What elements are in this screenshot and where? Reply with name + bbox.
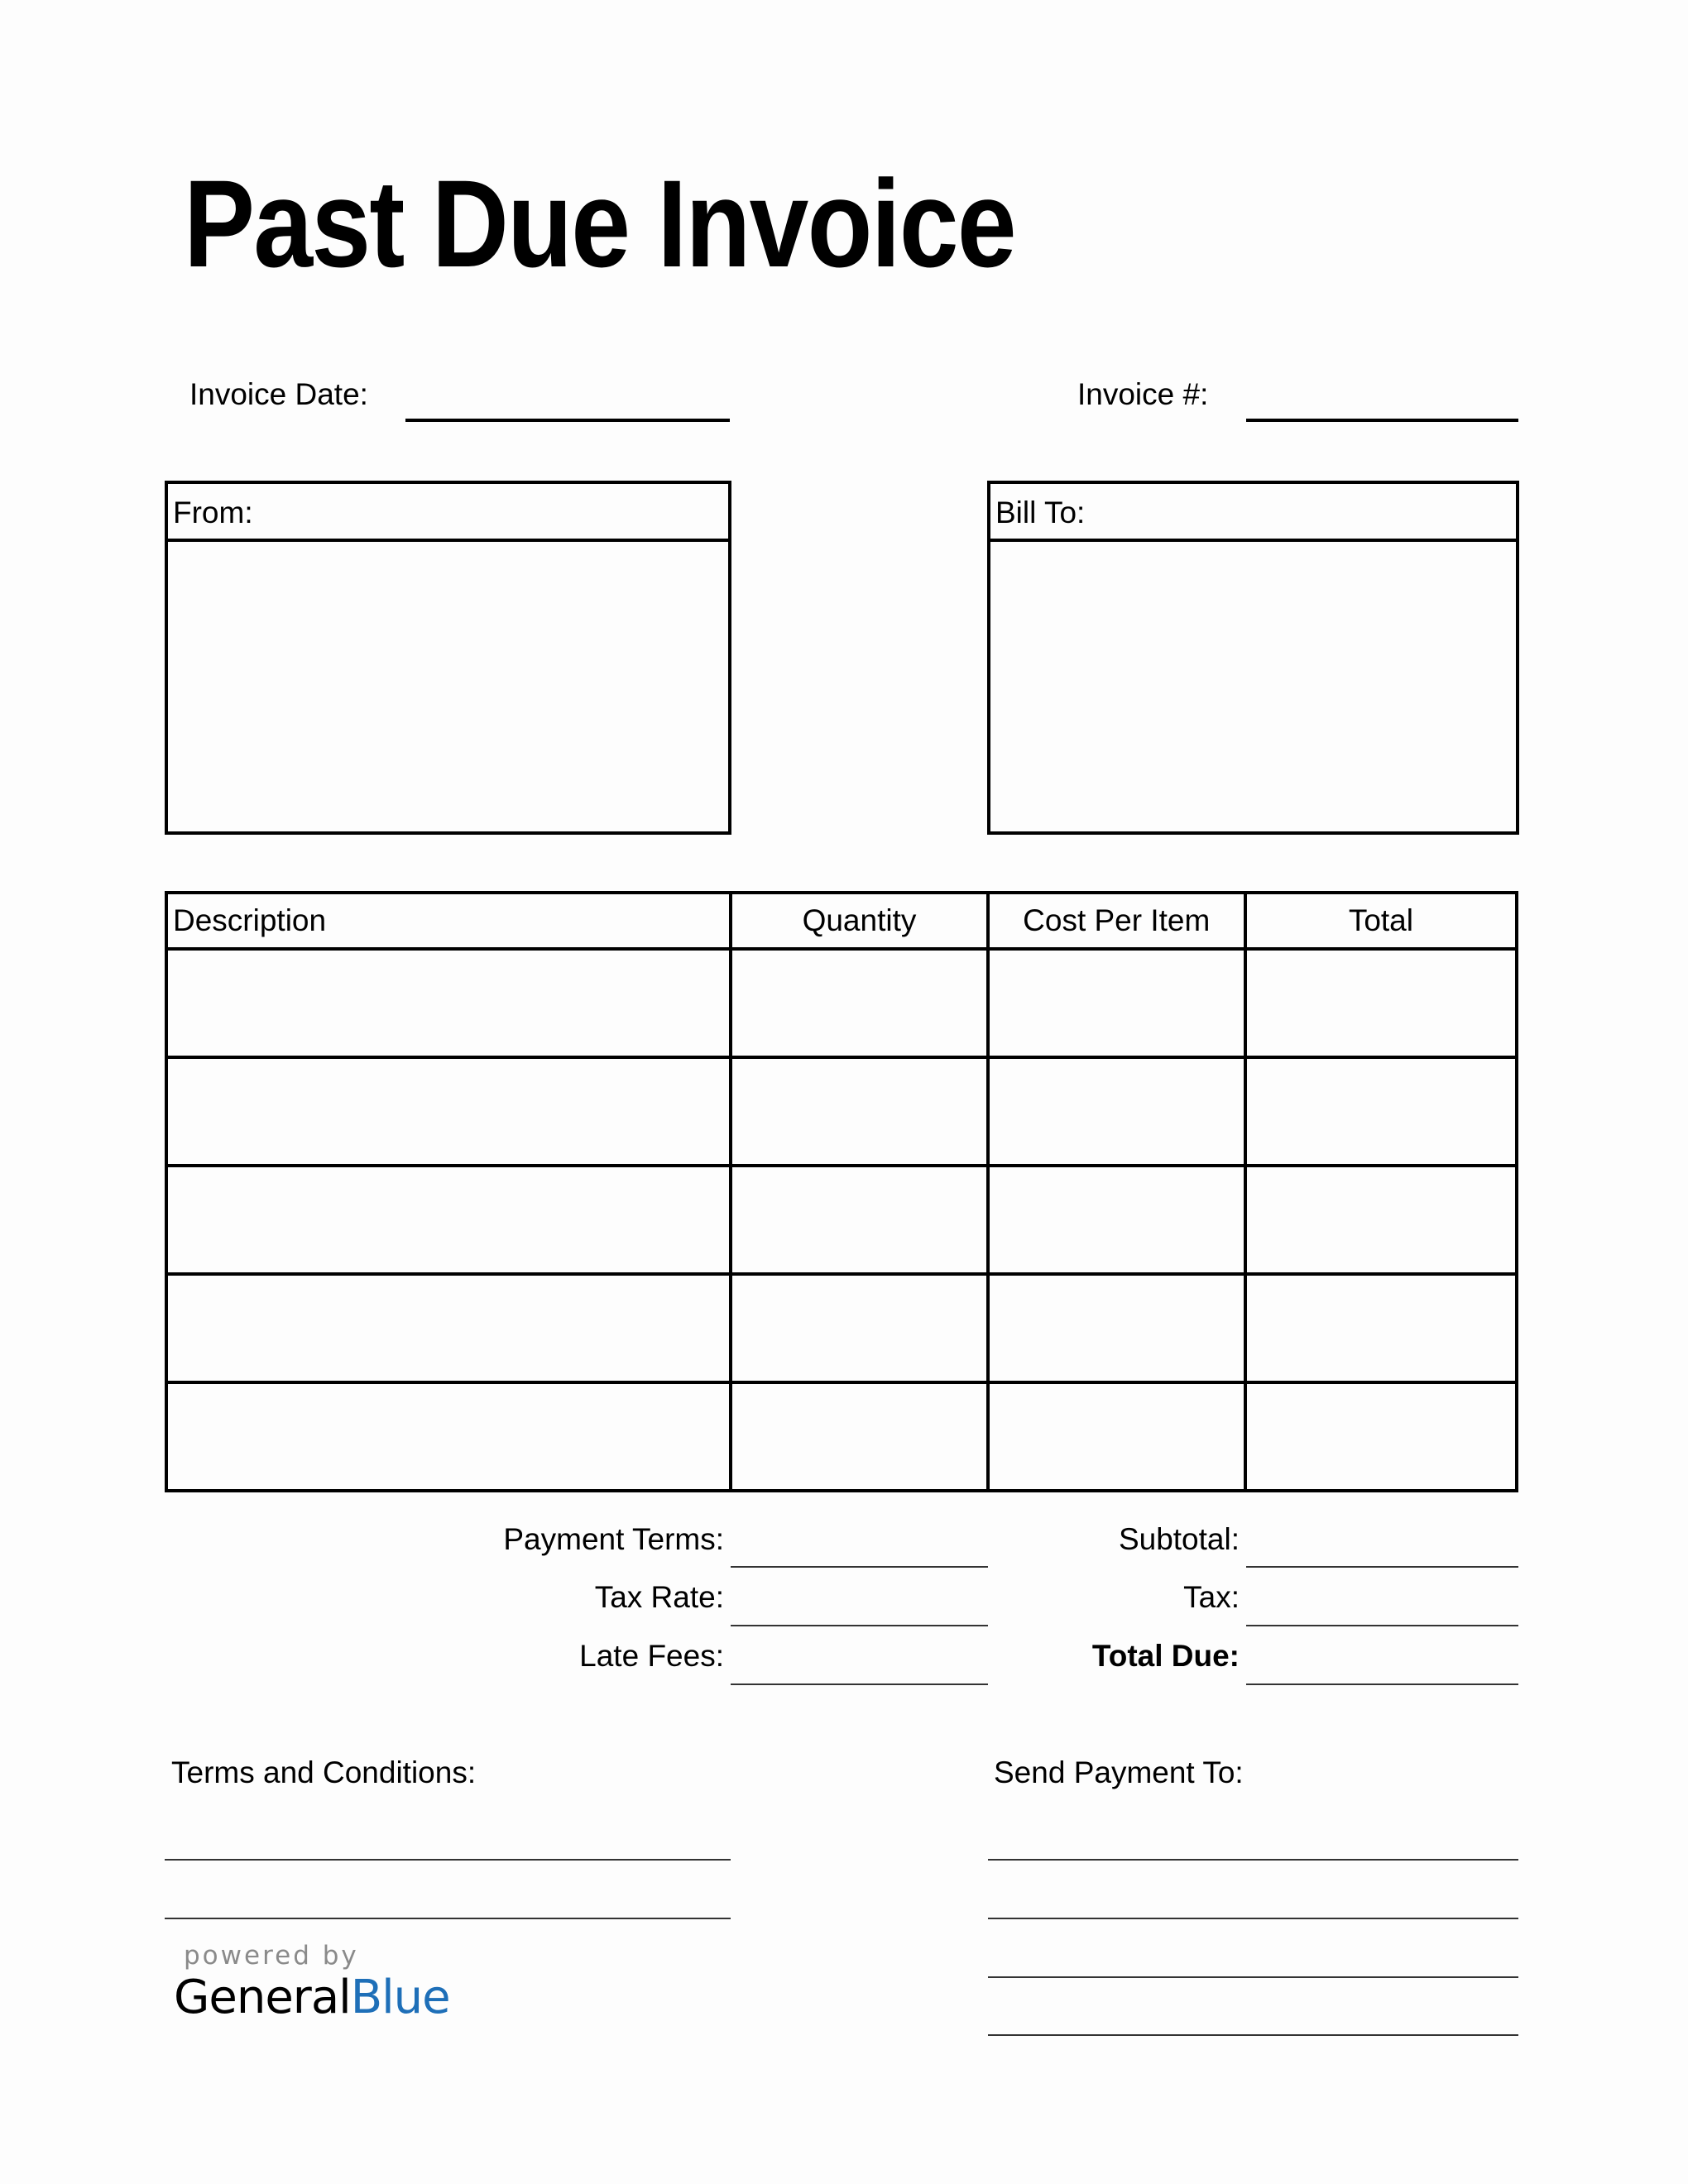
cell-quantity[interactable] — [731, 1382, 987, 1491]
cell-quantity[interactable] — [731, 1166, 987, 1274]
subtotal-label: Subtotal: — [1118, 1522, 1240, 1556]
send-payment-label: Send Payment To: — [994, 1755, 1244, 1789]
table-row — [166, 1057, 1517, 1166]
from-label: From: — [173, 496, 253, 529]
invoice-date-label: Invoice Date: — [189, 377, 368, 411]
cell-total[interactable] — [1245, 1166, 1517, 1274]
tax-label: Tax: — [1183, 1580, 1240, 1614]
cell-description[interactable] — [166, 1382, 731, 1491]
cell-quantity[interactable] — [731, 1057, 987, 1166]
table-header-row — [166, 893, 1517, 949]
terms-line-1[interactable] — [165, 1859, 731, 1861]
powered-by-text: powered by — [184, 1941, 359, 1971]
total-due-field[interactable] — [1246, 1684, 1518, 1685]
cell-description[interactable] — [166, 1274, 731, 1382]
cell-cost-per-item[interactable] — [988, 1057, 1245, 1166]
logo-general: General — [174, 1971, 351, 2024]
cell-cost-per-item[interactable] — [988, 1274, 1245, 1382]
terms-line-2[interactable] — [165, 1918, 731, 1919]
column-header-description: Description — [166, 893, 731, 949]
cell-quantity[interactable] — [731, 1274, 987, 1382]
total-due-label: Total Due: — [1091, 1639, 1240, 1673]
cell-total[interactable] — [1245, 1057, 1517, 1166]
cell-quantity[interactable] — [731, 949, 987, 1057]
cell-cost-per-item[interactable] — [988, 1166, 1245, 1274]
cell-total[interactable] — [1245, 1274, 1517, 1382]
table-row — [166, 1274, 1517, 1382]
invoice-date-field[interactable] — [405, 419, 730, 422]
send-payment-line-4[interactable] — [988, 2034, 1518, 2036]
tax-rate-field[interactable] — [731, 1625, 988, 1626]
from-field[interactable] — [168, 542, 728, 831]
send-payment-line-3[interactable] — [988, 1976, 1518, 1978]
invoice-number-field[interactable] — [1246, 419, 1518, 422]
subtotal-field[interactable] — [1246, 1566, 1518, 1568]
from-box — [165, 481, 731, 835]
cell-cost-per-item[interactable] — [988, 949, 1245, 1057]
cell-description[interactable] — [166, 1057, 731, 1166]
tax-field[interactable] — [1246, 1625, 1518, 1626]
table-row — [166, 1382, 1517, 1491]
page-title: Past Due Invoice — [184, 154, 1015, 293]
invoice-number-label: Invoice #: — [1077, 377, 1209, 411]
column-header-total: Total — [1245, 893, 1517, 949]
generalblue-logo — [174, 1971, 450, 2024]
send-payment-line-1[interactable] — [988, 1859, 1518, 1861]
send-payment-line-2[interactable] — [988, 1918, 1518, 1919]
cell-description[interactable] — [166, 949, 731, 1057]
cell-total[interactable] — [1245, 1382, 1517, 1491]
column-header-cost-per-item: Cost Per Item — [988, 893, 1245, 949]
items-table — [165, 891, 1518, 1492]
from-box-header — [168, 484, 728, 542]
bill-to-label: Bill To: — [995, 496, 1086, 529]
payment-terms-label: Payment Terms: — [503, 1522, 724, 1556]
bill-to-field[interactable] — [990, 542, 1516, 831]
payment-terms-field[interactable] — [731, 1566, 988, 1568]
table-row — [166, 949, 1517, 1057]
cell-cost-per-item[interactable] — [988, 1382, 1245, 1491]
bill-to-box — [987, 481, 1519, 835]
logo-blue: Blue — [350, 1971, 450, 2024]
late-fees-label: Late Fees: — [579, 1639, 724, 1673]
table-row — [166, 1166, 1517, 1274]
column-header-quantity: Quantity — [731, 893, 987, 949]
cell-description[interactable] — [166, 1166, 731, 1274]
bill-to-box-header — [990, 484, 1516, 542]
terms-label: Terms and Conditions: — [171, 1755, 477, 1789]
late-fees-field[interactable] — [731, 1684, 988, 1685]
cell-total[interactable] — [1245, 949, 1517, 1057]
tax-rate-label: Tax Rate: — [594, 1580, 724, 1614]
